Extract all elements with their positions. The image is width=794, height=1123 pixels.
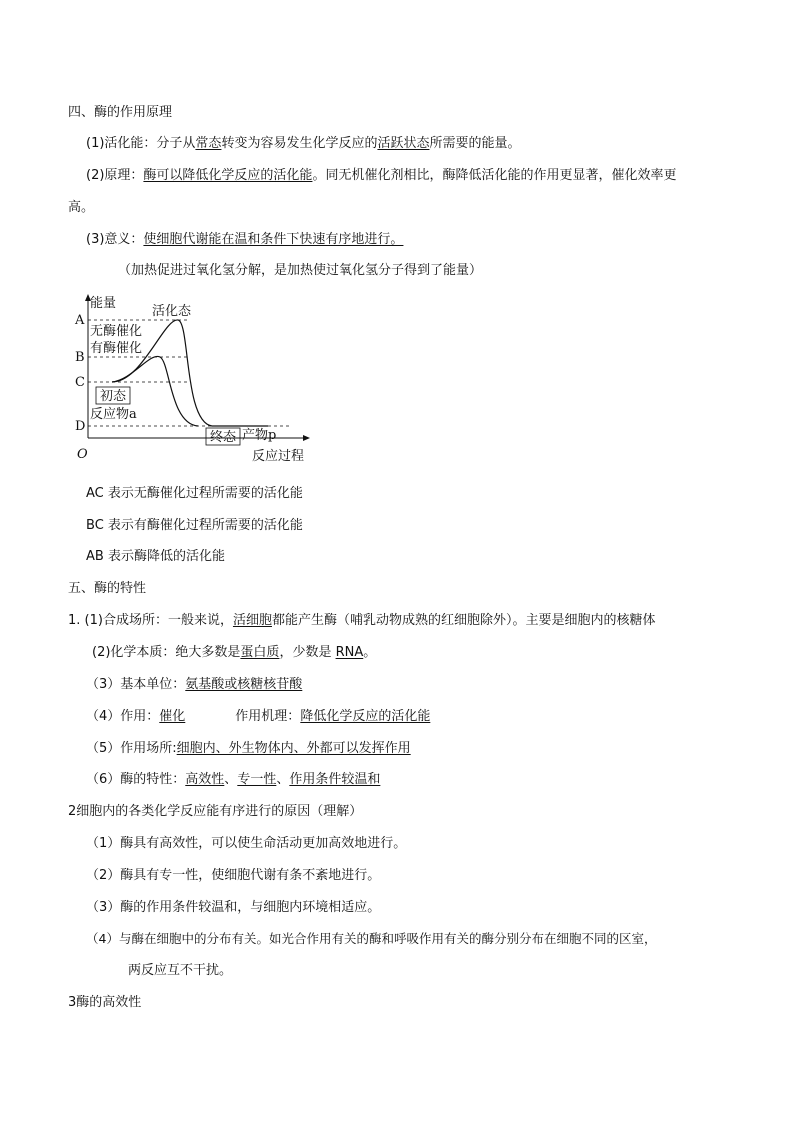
efficiency-heading: 3酶的高效性 [68,995,142,1010]
text: (3)意义： [86,232,144,247]
ab-note: AB 表示酶降低的活化能 [86,549,225,564]
text: (2)原理： [86,168,144,183]
heating-note: （加热促进过氧化氢分解，是加热使过氧化氢分子得到了能量） [118,263,483,278]
basic-unit-item [86,676,302,694]
text: ，少数是 [279,645,336,660]
x-axis-arrow [303,435,310,441]
text: 转变为容易发生化学反应的 [221,136,378,151]
underlined-term: 活跃状态 [377,136,430,151]
text: 、 [224,772,238,787]
underlined-term: 氨基酸或核糖核苷酸 [185,677,303,692]
text: (1)活化能：分子从 [86,136,196,151]
characteristics-item [86,771,380,789]
level-a-label: A [75,313,85,328]
underlined-term: 作用条件较温和 [289,772,381,787]
underlined-term: 活细胞 [232,613,272,628]
significance-paragraph [86,231,403,249]
underlined-term: 常态 [195,136,222,151]
text: （4）作用： [86,709,160,724]
reason-3: （3）酶的作用条件较温和，与细胞内环境相适应。 [86,900,381,915]
text: （5）作用场所: [86,741,177,756]
no-enzyme-label: 无酶催化 [90,324,143,339]
text: 所需要的能量。 [429,136,521,151]
text: 。 [363,645,377,660]
underlined-term: RNA [335,645,364,660]
energy-diagram [72,290,322,465]
underlined-term: 高效性 [185,772,225,787]
underlined-term: 专一性 [237,772,277,787]
principle-paragraph-continued: 高。 [68,200,95,215]
reasons-heading: 2细胞内的各类化学反应能有序进行的原因（理解） [68,804,363,819]
function-item [86,708,430,726]
reason-4: （4）与酶在细胞中的分布有关。如光合作用有关的酶和呼吸作用有关的酶分别分布在细胞不同的区室， [86,931,657,946]
underlined-term: 使细胞代谢能在温和条件下快速有序地进行。 [143,232,404,247]
text: 作用机理： [235,709,301,724]
y-axis-label: 能量 [90,296,117,311]
reason-4-continued: 两反应互不干扰。 [128,963,233,978]
principle-paragraph [86,167,676,185]
underlined-term: 蛋白质 [240,645,280,660]
underlined-term: 酶可以降低化学反应的活化能 [143,168,313,183]
product-label: 产物p [242,428,277,443]
final-state-label: 终态 [210,430,237,445]
energy-diagram-svg [72,290,322,465]
text: 都能产生酶（哺乳动物成熟的红细胞除外）。主要是细胞内的核糖体 [271,613,656,628]
underlined-term: 降低化学反应的活化能 [300,709,431,724]
chemical-nature-item [92,644,376,662]
text: （6）酶的特性： [86,772,186,787]
bc-note: BC 表示有酶催化过程所需要的活化能 [86,518,303,533]
x-axis-label: 反应过程 [252,449,305,464]
underlined-term: 催化 [159,709,186,724]
initial-state-label: 初态 [100,389,127,404]
text: 1. (1)合成场所：一般来说， [68,613,233,628]
reason-1: （1）酶具有高效性，可以使生命活动更加高效地进行。 [86,836,407,851]
activated-state-label: 活化态 [152,304,192,319]
reason-2: （2）酶具有专一性，使细胞代谢有条不紊地进行。 [86,868,381,883]
activation-energy-definition [86,135,520,153]
text: 。同无机催化剂相比，酶降低活化能的作用更显著，催化效率更 [312,168,677,183]
level-c-label: C [75,375,85,390]
action-site-item [86,740,411,758]
section5-heading: 五、酶的特性 [68,581,147,596]
underlined-term: 细胞内、外生物体内、外都可以发挥作用 [176,741,411,756]
ac-note: AC 表示无酶催化过程所需要的活化能 [86,486,303,501]
reactant-label: 反应物a [90,407,137,422]
level-d-label: D [75,419,86,434]
text: (2)化学本质：绝大多数是 [92,645,241,660]
synthesis-site-item [68,612,655,630]
text: （3）基本单位： [86,677,186,692]
text: 、 [276,772,290,787]
origin-label: O [77,447,88,462]
section4-heading: 四、酶的作用原理 [68,105,173,120]
enzyme-label: 有酶催化 [90,341,143,356]
level-b-label: B [75,350,85,365]
